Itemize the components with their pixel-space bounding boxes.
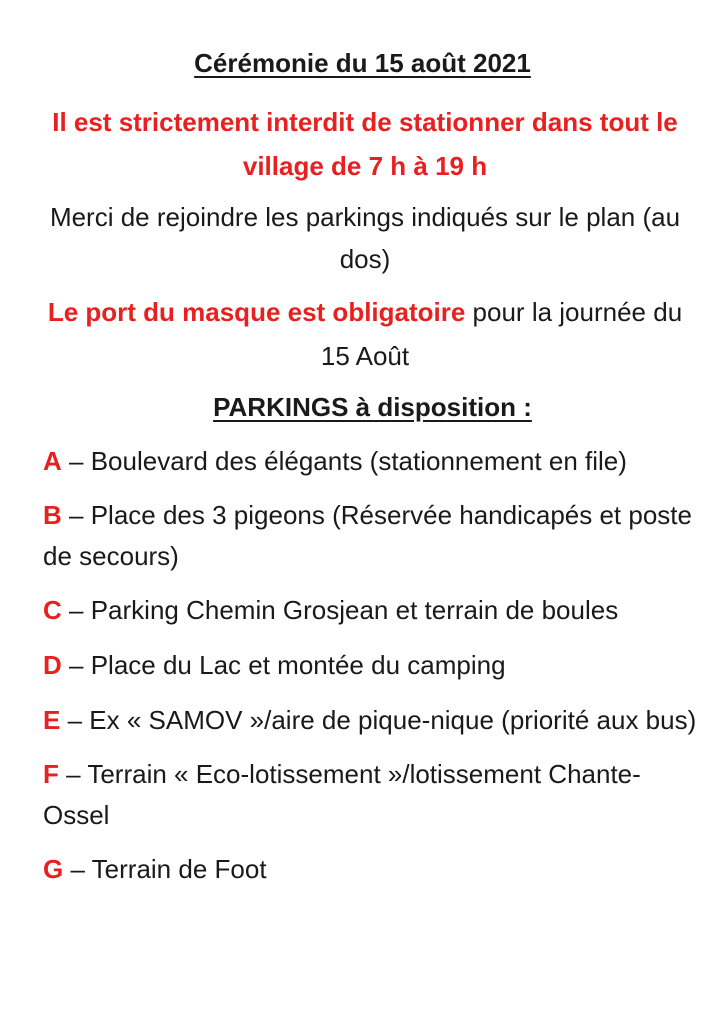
parking-ban-warning: Il est strictement interdit de stationner dans tout le village de 7 h à 19 h — [52, 107, 678, 181]
parking-item-a — [43, 441, 703, 482]
parking-letter: F — [43, 759, 59, 789]
parking-item-g — [43, 849, 703, 890]
parking-letter: D — [43, 650, 62, 680]
parking-item-b — [43, 495, 703, 577]
parking-separator: – — [61, 595, 91, 625]
parking-text: Place des 3 pigeons (Réservée handicapés et poste de secours) — [43, 500, 692, 571]
mask-notice — [40, 290, 690, 378]
parking-letter: B — [43, 500, 62, 530]
parkings-heading: PARKINGS à disposition : — [213, 392, 532, 422]
parking-item-c — [43, 590, 703, 631]
mask-notice-emphasis: Le port du masque est obligatoire — [47, 297, 466, 327]
parking-letter: A — [43, 446, 62, 476]
parking-text: Boulevard des élégants (stationnement en file) — [90, 446, 627, 476]
parking-letter: E — [43, 705, 61, 735]
parking-text: Terrain « Eco-lotissement »/lotissement Chante-Ossel — [43, 759, 641, 830]
parking-separator: – — [61, 446, 91, 476]
parking-text: Place du Lac et montée du camping — [90, 650, 506, 680]
parking-separator: – — [58, 759, 88, 789]
parkings-list — [43, 441, 703, 904]
parking-item-f — [43, 754, 703, 836]
parking-item-d — [43, 645, 703, 686]
parking-text: Terrain de Foot — [91, 854, 267, 884]
parking-separator: – — [61, 500, 91, 530]
mask-notice-rest: pour la journée du 15 Août — [320, 297, 683, 371]
parking-separator: – — [63, 854, 92, 884]
parking-text: Ex « SAMOV »/aire de pique-nique (priorité aux bus) — [89, 705, 697, 735]
parking-item-e — [43, 700, 703, 741]
parking-text: Parking Chemin Grosjean et terrain de boules — [90, 595, 619, 625]
parking-separator: – — [61, 650, 91, 680]
parking-separator: – — [60, 705, 90, 735]
notice-title: Cérémonie du 15 août 2021 — [194, 48, 531, 78]
parking-instructions: Merci de rejoindre les parkings indiqués sur le plan (au dos) — [49, 202, 681, 274]
parking-letter: G — [43, 854, 64, 884]
parking-letter: C — [43, 595, 62, 625]
